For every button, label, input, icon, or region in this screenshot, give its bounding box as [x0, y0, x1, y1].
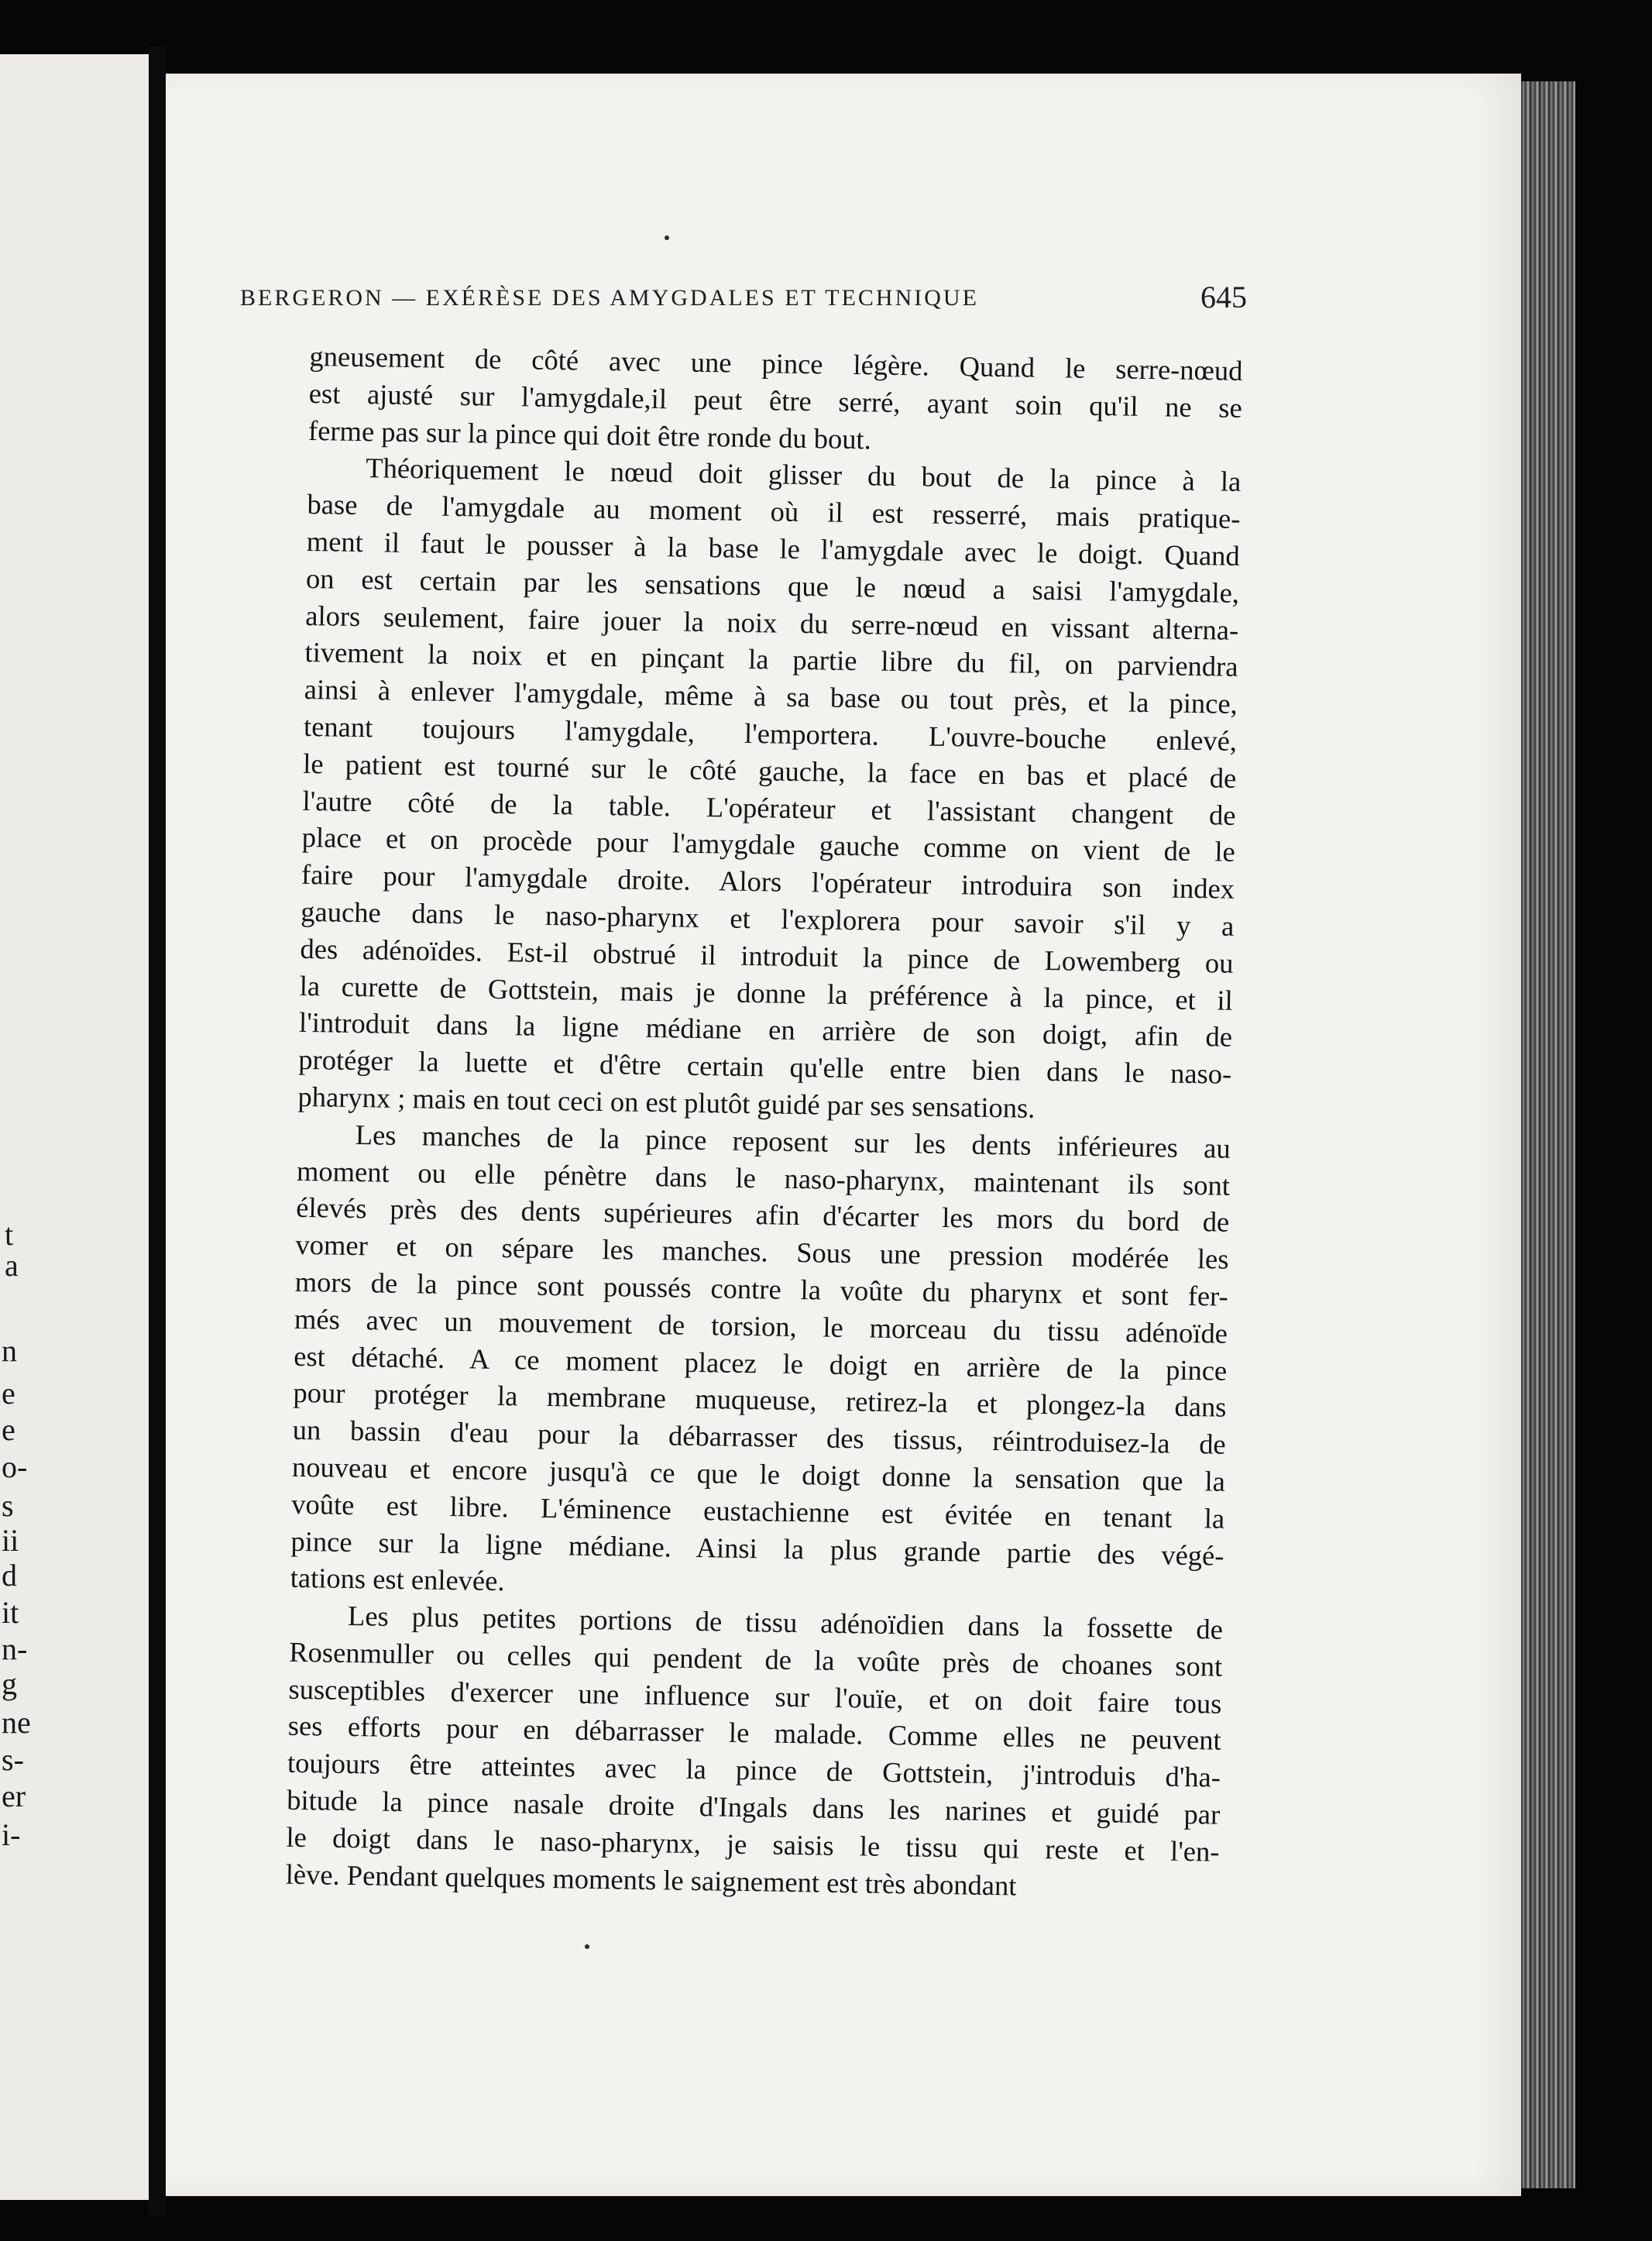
previous-page-fragment: o- [2, 1449, 28, 1484]
text-line: faire pour l'amygdale droite. Alors l'opérateur introduira son index [301, 858, 1235, 905]
text-line: ses efforts pour en débarrasser le malade. Comme elles ne peuvent [287, 1710, 1222, 1757]
speck-bottom [585, 1944, 589, 1949]
previous-page-fragment: ii [2, 1523, 19, 1558]
text-line: nouveau et encore jusqu'à ce que le doigt donne la sensation que la [291, 1450, 1226, 1497]
text-line: gauche dans le naso-pharynx et l'explorera pour savoir s'il y a [301, 895, 1235, 942]
paragraph [308, 338, 1243, 463]
running-head: BERGERON — EXÉRÈSE DES AMYGDALES ET TECHNIQUE [240, 285, 979, 311]
paragraph [297, 449, 1241, 1129]
text-line: vomer et on sépare les manches. Sous une pression modérée les [295, 1228, 1229, 1275]
text-line: bitude la pince nasale droite d'Ingals dans les narines et guidé par [287, 1783, 1221, 1830]
previous-page-text-fragments [0, 54, 149, 2200]
paragraph [290, 1115, 1231, 1611]
page-number: 645 [1200, 280, 1247, 314]
previous-page-fragment: a [5, 1248, 19, 1283]
text-line: lève. Pendant quelques moments le saignement est très abondant [285, 1858, 1017, 1902]
previous-page-edge [0, 54, 149, 2200]
previous-page-fragment: it [2, 1595, 19, 1630]
text-line: ainsi à enlever l'amygdale, même à sa base ou tout près, et la pince, [304, 673, 1238, 720]
previous-page-fragment: s [2, 1488, 14, 1523]
text-line: voûte est libre. L'éminence eustachienne est évitée en tenant la [291, 1487, 1225, 1535]
previous-page-fragment: er [2, 1779, 26, 1813]
text-line: la curette de Gottstein, mais je donne la préférence à la pince, et il [299, 969, 1234, 1016]
text-line: on est certain par les sensations que le nœud a saisi l'amygdale, [305, 562, 1240, 609]
previous-page-fragment: t [5, 1217, 14, 1252]
text-line: pince sur la ligne médiane. Ainsi la plus grande partie des végé- [290, 1524, 1224, 1572]
previous-page-fragment: n- [2, 1631, 28, 1666]
text-line: base de l'amygdale au moment où il est resserré, mais pratique- [307, 488, 1241, 535]
text-line: tivement la noix et en pinçant la partie libre du fil, on parviendra [304, 636, 1238, 683]
text-line: ment il faut le pousser à la base le l'amygdale avec le doigt. Quand [306, 524, 1241, 572]
text-line: l'autre côté de la table. L'opérateur et l'assistant changent de [302, 784, 1236, 831]
page-stack-edges [1521, 81, 1575, 2188]
previous-page-fragment: i- [2, 1817, 21, 1852]
text-line: gneusement de côté avec une pince légère. Quand le serre-nœud [309, 339, 1243, 387]
text-line: ferme pas sur la pince qui doit être ronde du bout. [307, 414, 872, 455]
text-line: pharynx ; mais en tout ceci on est plutôt guidé par ses sensations. [297, 1080, 1036, 1124]
text-line: l'introduit dans la ligne médiane en arrière de son doigt, afin de [298, 1006, 1233, 1053]
text-line: un bassin d'eau pour la débarrasser des tissus, réintroduisez-la de [292, 1413, 1227, 1460]
text-line: pour protéger la membrane muqueuse, retirez-la et plongez-la dans [293, 1377, 1227, 1424]
text-line: Rosenmuller ou celles qui pendent de la voûte près de choanes sont [289, 1635, 1223, 1682]
text-line: toujours être atteintes avec la pince de Gottstein, j'introduis d'ha- [287, 1747, 1221, 1793]
previous-page-fragment: e [2, 1376, 15, 1411]
book-gutter [149, 46, 166, 2215]
body-text [285, 338, 1242, 1907]
text-line: més avec un mouvement de torsion, le morceau du tissu adénoïde [294, 1302, 1228, 1349]
text-line: le patient est tourné sur le côté gauche, la face en bas et placé de [303, 747, 1237, 794]
text-line: mors de la pince sont poussés contre la voûte du pharynx et sont fer- [294, 1265, 1229, 1312]
previous-page-fragment: n [2, 1333, 17, 1368]
text-line: élevés près des dents supérieures afin d'écarter les mors du bord de [296, 1191, 1230, 1239]
previous-page-fragment: e [2, 1412, 15, 1447]
paragraph [285, 1597, 1223, 1907]
speck-top [665, 235, 669, 240]
text-line: protéger la luette et d'être certain qu'elle entre bien dans le naso- [298, 1043, 1232, 1090]
text-line: tations est enlevée. [290, 1562, 505, 1597]
previous-page-fragment: ne [2, 1705, 31, 1740]
text-line: Les plus petites portions de tissu adénoïdien dans la fossette de [347, 1600, 1224, 1645]
text-line: est ajusté sur l'amygdale,il peut être serré, ayant soin qu'il ne se [308, 376, 1243, 424]
text-line: le doigt dans le naso-pharynx, je saisis le tissu qui reste et l'en- [286, 1820, 1220, 1868]
text-line: Théoriquement le nœud doit glisser du bout de la pince à la [366, 452, 1242, 498]
text-line: moment ou elle pénètre dans le naso-pharynx, maintenant ils sont [296, 1154, 1231, 1201]
text-line: des adénoïdes. Est-il obstrué il introduit la pince de Lowemberg ou [300, 932, 1234, 979]
previous-page-fragment: d [2, 1558, 17, 1593]
text-line: place et on procède pour l'amygdale gauche comme on vient de le [301, 821, 1236, 868]
text-line: tenant toujours l'amygdale, l'emportera. L'ouvre-bouche enlevé, [303, 710, 1238, 757]
text-line: est détaché. A ce moment placez le doigt en arrière de la pince [294, 1339, 1228, 1387]
previous-page-fragment: s- [2, 1742, 24, 1777]
previous-page-fragment: g [2, 1666, 17, 1701]
text-line: alors seulement, faire jouer la noix du serre-nœud en vissant alterna- [305, 599, 1239, 646]
text-line: susceptibles d'exercer une influence sur l'ouïe, et on doit faire tous [288, 1672, 1222, 1720]
text-line: Les manches de la pince reposent sur les dents inférieures au [355, 1118, 1231, 1164]
